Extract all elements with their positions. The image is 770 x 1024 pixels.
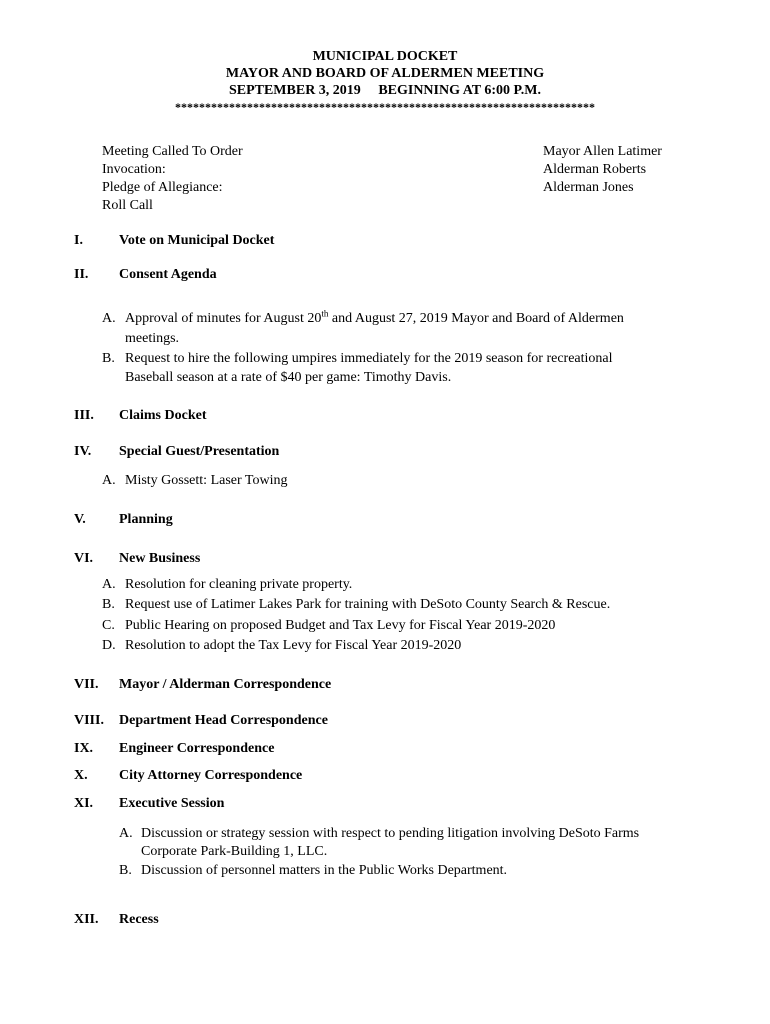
section-title: City Attorney Correspondence (119, 768, 303, 783)
meeting-title: MAYOR AND BOARD OF ALDERMEN MEETING (225, 66, 545, 81)
section-title: Department Head Correspondence (119, 713, 328, 728)
consent-b-letter: B. (102, 351, 115, 366)
new-business-letter: A. (102, 577, 116, 592)
executive-b-letter: B. (119, 863, 132, 878)
meeting-date: SEPTEMBER 3, 2019 (228, 83, 361, 98)
section-title: Vote on Municipal Docket (119, 233, 275, 248)
meeting-time: BEGINNING AT 6:00 P.M. (378, 83, 542, 98)
opening-item: Meeting Called To Order (102, 144, 243, 159)
section-number: VIII. (74, 713, 104, 728)
opening-item: Pledge of Allegiance: (102, 180, 223, 195)
section-number: III. (74, 408, 94, 423)
section-title: Engineer Correspondence (119, 741, 275, 756)
meeting-date-time (0, 82, 770, 99)
section-title: Special Guest/Presentation (119, 444, 280, 459)
section-number: VII. (74, 677, 99, 692)
special-a-letter: A. (102, 473, 116, 488)
consent-a-letter: A. (102, 311, 116, 326)
section-number: X. (74, 768, 88, 783)
new-business-text: Public Hearing on proposed Budget and Tax Levy for Fiscal Year 2019-2020 (125, 618, 556, 633)
executive-a-text: Discussion or strategy session with respect to pending litigation involving DeSoto Farms (141, 826, 640, 841)
special-a-text: Misty Gossett: Laser Towing (125, 473, 288, 488)
section-title: Consent Agenda (119, 267, 217, 282)
section-number: V. (74, 512, 86, 527)
new-business-text: Resolution for cleaning private property. (125, 577, 353, 592)
new-business-letter: D. (102, 638, 116, 653)
section-number: IX. (74, 741, 94, 756)
section-title: Mayor / Alderman Correspondence (119, 677, 332, 692)
section-number: I. (74, 233, 83, 248)
new-business-text: Resolution to adopt the Tax Levy for Fiscal Year 2019-2020 (125, 638, 462, 653)
consent-b-text-cont: Baseball season at a rate of $40 per game: Timothy Davis. (125, 370, 452, 385)
opening-person: Alderman Jones (543, 180, 634, 195)
new-business-letter: B. (102, 597, 115, 612)
section-title: Planning (119, 512, 173, 527)
consent-b-text: Request to hire the following umpires immediately for the 2019 season for recreational (125, 351, 613, 366)
section-title: New Business (119, 551, 201, 566)
opening-item: Roll Call (102, 198, 153, 213)
new-business-text: Request use of Latimer Lakes Park for training with DeSoto County Search & Rescue. (125, 597, 611, 612)
section-number: IV. (74, 444, 92, 459)
executive-a-text-cont: Corporate Park-Building 1, LLC. (141, 844, 328, 859)
section-title: Recess (119, 912, 159, 927)
opening-person: Mayor Allen Latimer (543, 144, 662, 159)
opening-item: Invocation: (102, 162, 166, 177)
section-number: VI. (74, 551, 94, 566)
consent-a-text-cont: meetings. (125, 331, 180, 346)
section-number: II. (74, 267, 89, 282)
opening-person: Alderman Roberts (543, 162, 647, 177)
asterisk-divider: ********************************************************************** (175, 100, 595, 114)
consent-a-text: Approval of minutes for August 20th and August 27, 2019 Mayor and Board of Aldermen (125, 308, 624, 326)
section-title: Executive Session (119, 796, 225, 811)
executive-b-text: Discussion of personnel matters in the Public Works Department. (141, 863, 508, 878)
executive-a-letter: A. (119, 826, 133, 841)
docket-title: MUNICIPAL DOCKET (312, 49, 458, 64)
section-number: XII. (74, 912, 99, 927)
new-business-letter: C. (102, 618, 115, 633)
section-title: Claims Docket (119, 408, 207, 423)
section-number: XI. (74, 796, 94, 811)
